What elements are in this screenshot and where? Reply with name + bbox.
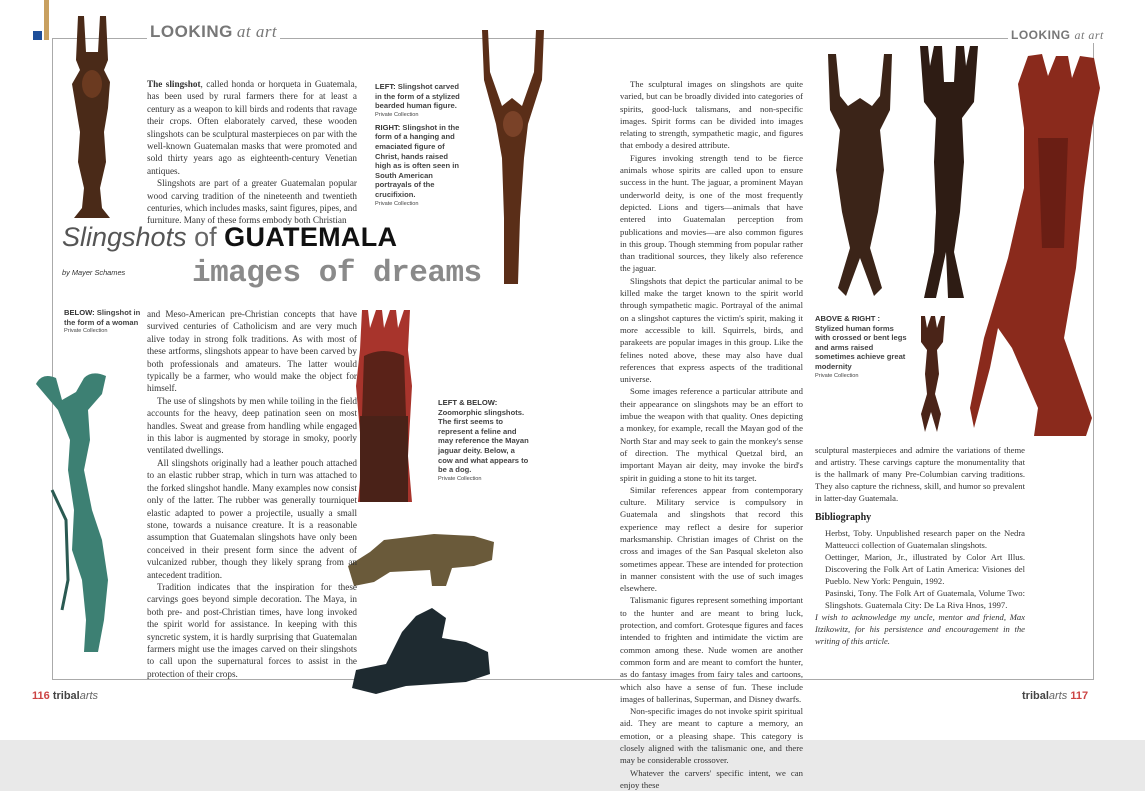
body-column-right-2 xyxy=(815,444,1025,647)
masthead-main: LOOKING xyxy=(1011,28,1071,42)
christ-figure-slingshot-image xyxy=(476,28,552,290)
caption-below: BELOW: Slingshot in the form of a woman Private Collection xyxy=(64,308,141,335)
photo-credit: Private Collection xyxy=(815,372,859,379)
paragraph: Some images reference a particular attribute and their appearance on slingshots may be an effort to imbue the weapon with that quality. Ones depicting a monkey, for example, recall the Mayan god of the North Star and may seek to gain the monkey's sense of direction. The mythical Quetzal bird, an important Mayan air deity, may invoke the bird's spirit in guiding a stone to hit its target. xyxy=(620,386,803,483)
photo-credit: Private Collection xyxy=(375,111,419,118)
bibliography-entry: Oettinger, Marion, Jr., illustrated by Color Art Illus. Discovering the Folk Art of Latin America: Visiones del Pueblo. New York: Penguin, 1992. xyxy=(825,552,1025,586)
caption-above-right: ABOVE & RIGHT : Stylized human forms with crossed or bent legs and arms raised sometimes achieve great modernity Private Collection xyxy=(815,314,907,379)
photo-credit: Private Collection xyxy=(64,328,108,335)
paragraph: and Meso-American pre-Christian concepts that have survived centuries of Catholicism and are very much alive today in strong folk traditions. As with most of these artforms, slingshots appear to have been carved by both professionals and amateurs. The latter would typically be a farmer, who would make the object for himself. xyxy=(147,309,357,394)
large-figure-slingshot-image xyxy=(968,48,1110,442)
paragraph: Tradition indicates that the inspiration for these carvings goes beyond simple decoration. The Maya, in both pre- and post-Christian times, have long invoked the spirit world for assistance. In keeping with this syncretic system, it is hardly surprising that Guatemalan farmers might use the images carved on their slingshots to call upon the supernatural forces to assist in the protection of their crops. xyxy=(147,581,357,679)
paragraph: Similar references appear from contemporary culture. Military service is compulsory in Guatemala and slingshots that record this experience may reflect a desire for superior marksmanship. Christian images of Christ on the cross and images of the San Pasqual skeleton also sometimes appear. These are intended for protection in manner consistent with the use of such images elsewhere. xyxy=(620,484,803,594)
intro-text-block xyxy=(147,78,357,227)
footer-right xyxy=(1022,690,1088,702)
body-column-left xyxy=(147,308,357,680)
paragraph: The use of slingshots by men while toiling in the field accounts for the heavy, deep patination seen on most handles. Sweat and grease from handling while engaged in this labor is augmented by storage in smoky, poorly ventilated dwellings. xyxy=(147,395,357,456)
photo-credit: Private Collection xyxy=(375,200,419,207)
article-subtitle: images of dreams xyxy=(192,256,482,291)
bibliography xyxy=(815,527,1025,611)
feline-slingshot-image xyxy=(350,306,416,512)
paragraph: Slingshots are part of a greater Guatemalan popular wood carving tradition of the nineteenth and twentieth centuries, which includes masks, saint figures, pipes, and furniture. Many of these forms embody both Christian xyxy=(147,178,357,226)
bearded-figure-slingshot-image xyxy=(60,12,124,224)
body-column-right xyxy=(620,78,803,791)
paragraph: The sculptural images on slingshots are quite varied, but can be broadly divided into categories of spirits, good-luck talismans, and non-specific images. Spirit forms can be divided into images relating to strength, sympathetic magic, and figures that embody a desired attribute. xyxy=(620,79,803,151)
byline: by Mayer Schames xyxy=(62,268,126,277)
footer-left xyxy=(32,690,98,702)
article-title: Slingshots of GUATEMALA xyxy=(62,222,398,252)
section-tab xyxy=(44,0,49,40)
masthead-sub: at art xyxy=(236,22,278,41)
masthead-main: LOOKING xyxy=(150,22,233,41)
paragraph: Figures invoking strength tend to be fierce animals whose spirits are called upon to ensure success in the hunt. The jaguar, a prominent Mayan underworld deity, is one of the most frequently depicted. Lions and tigers—animals that have entered into Guatemalan perception from publications and movies—are also common figures in this group. Though stemming from popular rather than traditional sources, they likely also reference the jaguar. xyxy=(620,152,803,274)
page-number: 116 xyxy=(32,690,50,702)
paragraph: Talismanic figures represent something important to the hunter and are meant to bring luck, protection, and comfort. Grotesque figures and faces intended to frighten and intimidate the victim are common among these. Nude women are another common form and are meant to comfort the hunter, as do fantasy images from fairy tales and cartoons, which also have a sense of fun. These include images of ballerinas, Superman, and Disney dwarfs. xyxy=(620,595,803,704)
page-number: 117 xyxy=(1070,690,1089,702)
caption-left-right: LEFT: Slingshot carved in the form of a stylized bearded human figure. Private Collection RIGHT: Slingshot in the form of a hanging and emaciated figure of Christ, hands raised high as is often seen in South American portrayals of the crucifixion. Private Collection xyxy=(375,82,465,208)
photo-credit: Private Collection xyxy=(438,475,482,482)
paragraph: The slingshot, called honda or horqueta in Guatemala, has been used by rural farmers there for at least a century as a weapon to kill birds and rodents that ravage their crops. Often elaborately carved, these wooden slingshots can be sculptural masterpieces on par with the well-known Guatemalan masks that were promoted and sold thirty years ago as eighteenth-century Venetian antiques. xyxy=(147,79,357,176)
bibliography-heading: Bibliography xyxy=(815,512,872,523)
corner-marker xyxy=(33,31,42,40)
cow-slingshot-image xyxy=(344,526,500,592)
bibliography-entry: Pasinski, Tony. The Folk Art of Guatemala, Volume Two: Slingshots. Guatemala City: De La Riva Hnos, 1997. xyxy=(825,588,1025,610)
dog-slingshot-image xyxy=(346,602,496,698)
masthead-right xyxy=(1008,28,1107,43)
acknowledgment: I wish to acknowledge my uncle, mentor and friend, Max Itzikowitz, for his persistence and encouragement in the writing of this article. xyxy=(815,612,1025,646)
magazine-brand: tribalarts xyxy=(1022,690,1068,702)
paragraph: Non-specific images do not invoke spirit spiritual aid. They are meant to capture a memory, an emotion, or a pleasing shape. This category is closely aligned with the talismanic one, and there may be considerable crossover. xyxy=(620,706,803,766)
crossed-legs-figure-image xyxy=(822,52,898,302)
bibliography-entry: Herbst, Toby. Unpublished research paper on the Nedra Matteucci collection of Guatemalan slingshots. xyxy=(825,528,1025,550)
paragraph: Whatever the carvers' specific intent, we can enjoy these xyxy=(620,767,803,790)
masthead-left xyxy=(147,22,280,42)
paragraph: All slingshots originally had a leather pouch attached to an elastic rubber strap, which in turn was attached to the forked slingshot handle. Many examples now consist only of the latter. The rubber was generally tourniquet elastic adapted to power a projectile, usually a small stone, towards a nuisance creature. It is a reasonable assumption that Guatemalan slingshots have only been conceived in their present form since the advent of vulcanized rubber, though they likely sprang from an antecedent tradition. xyxy=(147,457,357,580)
caption-left-below: LEFT & BELOW: Zoomorphic slingshots. The first seems to represent a feline and may reference the Mayan jaguar deity. Below, a cow and what appears to be a dog. Private Collection xyxy=(438,398,529,482)
masthead-sub: at art xyxy=(1074,28,1104,42)
paragraph: sculptural masterpieces and admire the variations of theme and artistry. These carvings capture the monumentality that is the hallmark of many Pre-Columbian carving traditions. They also capture the richness, skill, and humor so prevalent in latter-day Guatemala. xyxy=(815,445,1025,503)
lead-in: The slingshot xyxy=(147,79,201,89)
woman-figure-slingshot-image xyxy=(32,370,138,660)
magazine-brand: tribalarts xyxy=(52,690,99,702)
small-figure-slingshot-image xyxy=(917,314,947,434)
paragraph: Slingshots that depict the particular animal to be killed make the target known to the spirit world through sympathetic magic. Portrayal of the animal on a slingshot captures the victim's spirit, making it more accessible to kill. Squirrels, birds, and parakeets are popular images in this group. Like the felines noted above, these may also have dual references that express aspects of the traditional universe. xyxy=(620,275,803,385)
